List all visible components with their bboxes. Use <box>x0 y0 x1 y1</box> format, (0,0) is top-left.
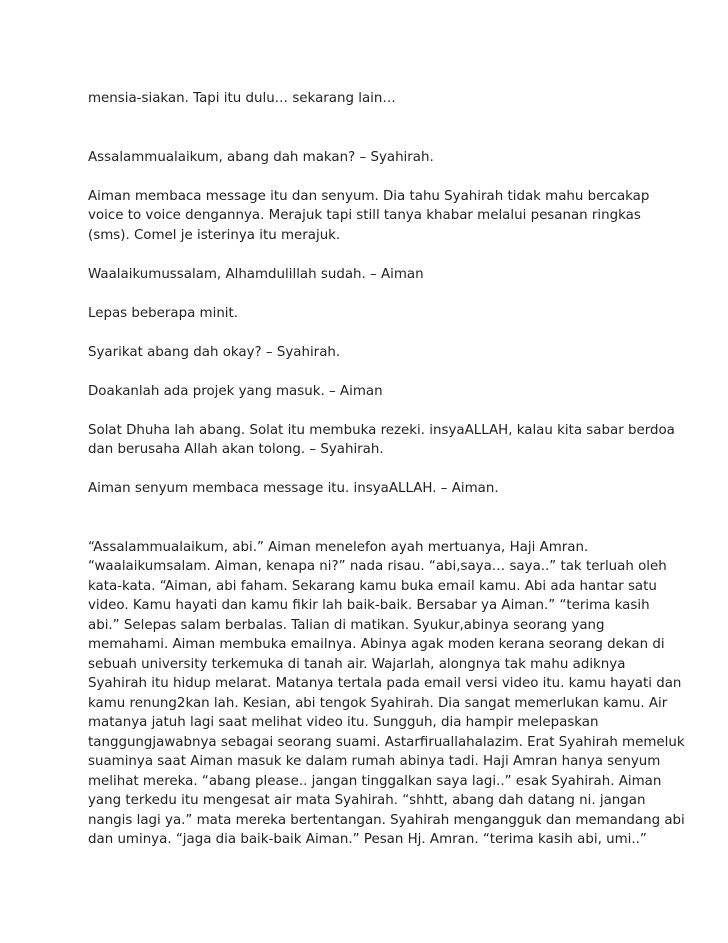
text-line: melihat mereka. “abang please.. jangan tinggalkan saya lagi..” esak Syahirah. Aiman <box>88 773 662 789</box>
text-line: Lepas beberapa minit. <box>88 305 239 321</box>
paragraph-phone-call <box>88 538 685 850</box>
paragraph-sms-syahirah-1 <box>88 148 648 168</box>
text-line: abi.” Selepas salam berbalas. Talian di matikan. Syukur,abinya seorang yang <box>88 617 605 633</box>
text-line: “Assalammualaikum, abi.” Aiman menelefon ayah mertuanya, Haji Amran. <box>88 539 589 555</box>
document-page <box>88 89 685 850</box>
text-line: dan berusaha Allah akan tolong. – Syahirah. <box>88 442 384 457</box>
text-line: voice to voice dengannya. Merajuk tapi still tanya khabar melalui pesanan ringkas <box>88 208 641 223</box>
paragraph-sms-aiman-2 <box>88 382 648 402</box>
text-line: matanya jatuh lagi saat melihat video itu. Sungguh, dia hampir melepaskan <box>88 715 599 730</box>
text-line: Syahirah itu hidup melarat. Matanya tertala pada email versi video itu. kamu hayati dan <box>88 676 682 691</box>
text-line: kamu renung2kan lah. Kesian, abi tengok Syahirah. Dia sangat memerlukan kamu. Air <box>88 695 668 711</box>
text-line: yang terkedu itu mengesat air mata Syahirah. “shhtt, abang dah datang ni. jangan <box>88 793 646 808</box>
paragraph-sms-aiman-1 <box>88 265 648 285</box>
paragraph-narration-2 <box>88 304 648 324</box>
text-line: video. Kamu hayati dan kamu fikir lah baik-baik. Bersabar ya Aiman.” “terima kasih <box>88 598 650 613</box>
text-line: (sms). Comel je isterinya itu merajuk. <box>88 227 341 243</box>
text-line: Doakanlah ada projek yang masuk. – Aiman <box>88 383 383 399</box>
text-line: kata-kata. “Aiman, abi faham. Sekarang kamu buka email kamu. Abi ada hantar satu <box>88 578 657 594</box>
text-line: suaminya saat Aiman masuk ke dalam rumah abinya tadi. Haji Amran hanya senyum <box>88 754 661 769</box>
text-line: mensia-siakan. Tapi itu dulu… sekarang lain… <box>88 91 396 106</box>
paragraph-sms-aiman-3 <box>88 479 648 499</box>
text-line: Assalammualaikum, abang dah makan? – Syahirah. <box>88 149 434 165</box>
text-line: “waalaikumsalam. Aiman, kenapa ni?” nada risau. “abi,saya… saya..” tak terluah oleh <box>88 559 667 574</box>
text-line: nangis lagi ya.” mata mereka bertentangan. Syahirah mengangguk dan memandang abi <box>88 812 685 828</box>
text-line: Aiman membaca message itu dan senyum. Dia tahu Syahirah tidak mahu bercakap <box>88 188 650 204</box>
paragraph-intro <box>88 89 648 109</box>
text-line: Solat Dhuha lah abang. Solat itu membuka rezeki. insyaALLAH, kalau kita sabar berdoa <box>88 422 675 438</box>
paragraph-sms-syahirah-2 <box>88 343 648 363</box>
text-line: Aiman senyum membaca message itu. insyaALLAH. – Aiman. <box>88 481 499 496</box>
text-line: memahami. Aiman membuka emailnya. Abinya agak moden kerana seorang dekan di <box>88 637 665 652</box>
text-line: Waalaikumussalam, Alhamdulillah sudah. – Aiman <box>88 266 424 282</box>
text-line: dan uminya. “jaga dia baik-baik Aiman.” Pesan Hj. Amran. “terima kasih abi, umi..” <box>88 832 647 847</box>
text-line: sebuah university terkemuka di tanah air. Wajarlah, alongnya tak mahu adiknya <box>88 656 626 672</box>
text-line: tanggungjawabnya sebagai seorang suami. Astarfiruallahalazim. Erat Syahirah memeluk <box>88 734 685 750</box>
text-line: Syarikat abang dah okay? – Syahirah. <box>88 344 341 360</box>
paragraph-narration-1 <box>88 187 648 246</box>
paragraph-sms-syahirah-3 <box>88 421 675 460</box>
